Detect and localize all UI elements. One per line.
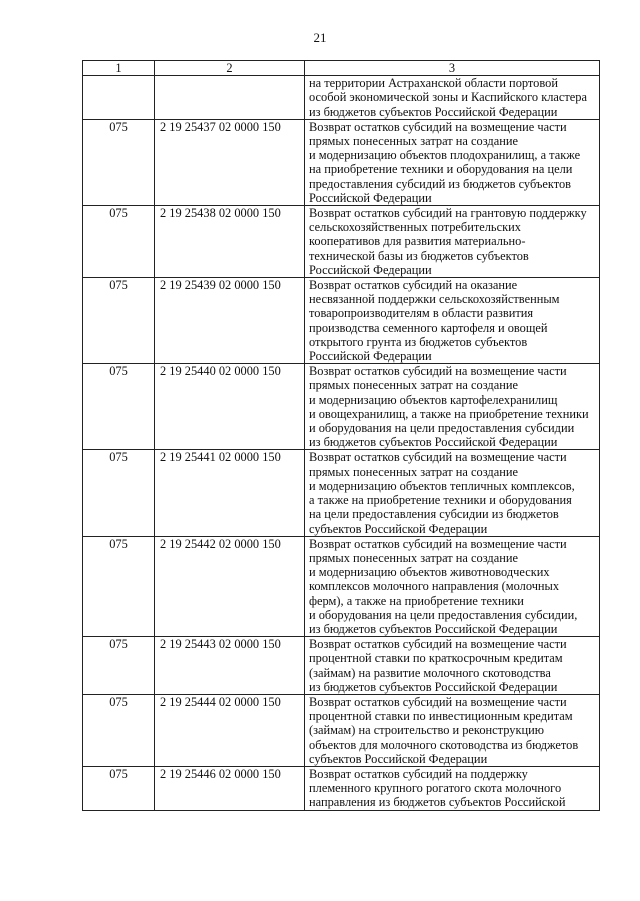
description-line: Возврат остатков субсидий на возмещение части xyxy=(309,637,567,652)
admin-code-cell: 075 xyxy=(83,206,155,278)
table-row xyxy=(83,206,600,278)
budget-code-cell: 2 19 25439 02 0000 150 xyxy=(155,278,305,364)
budget-code-cell: 2 19 25438 02 0000 150 xyxy=(155,206,305,278)
admin-code-cell: 075 xyxy=(83,536,155,636)
description-line: ферм), а также на приобретение техники xyxy=(309,593,524,608)
budget-code-cell: 2 19 25437 02 0000 150 xyxy=(155,119,305,205)
header-col-2: 2 xyxy=(155,61,305,76)
description-line: особой экономической зоны и Каспийского кластера xyxy=(309,90,588,105)
description-cell xyxy=(305,766,600,810)
budget-code-cell: 2 19 25440 02 0000 150 xyxy=(155,364,305,450)
description-cell xyxy=(305,76,600,120)
admin-code-cell xyxy=(83,76,155,120)
description-line: а также на приобретение техники и оборудования xyxy=(309,493,572,508)
description-line: кооперативов для развития материально- xyxy=(309,234,526,249)
header-row xyxy=(83,61,600,76)
description-cell xyxy=(305,694,600,766)
description-line: из бюджетов субъектов Российской Федерации xyxy=(309,435,558,450)
description-line: и модернизацию объектов тепличных комплексов, xyxy=(309,478,575,493)
description-line: прямых понесенных затрат на создание xyxy=(309,464,518,479)
budget-code-cell: 2 19 25441 02 0000 150 xyxy=(155,450,305,536)
admin-code-cell: 075 xyxy=(83,450,155,536)
description-line: на цели предоставления субсидии из бюджетов xyxy=(309,507,559,522)
budget-code-cell: 2 19 25443 02 0000 150 xyxy=(155,637,305,695)
admin-code-cell: 075 xyxy=(83,278,155,364)
description-line: из бюджетов субъектов Российской Федерации xyxy=(309,621,558,636)
admin-code-cell: 075 xyxy=(83,766,155,810)
description-line: и модернизацию объектов картофелехранилищ xyxy=(309,392,558,407)
description-line: технической базы из бюджетов субъектов xyxy=(309,248,529,263)
table-row xyxy=(83,694,600,766)
description-line: на приобретение техники и оборудования на цели xyxy=(309,162,573,177)
description-line: процентной ставки по краткосрочным кредитам xyxy=(309,651,563,666)
description-line: Возврат остатков субсидий на возмещение части xyxy=(309,119,567,134)
description-line: открытого грунта из бюджетов субъектов xyxy=(309,334,528,349)
budget-code-cell: 2 19 25444 02 0000 150 xyxy=(155,694,305,766)
description-cell xyxy=(305,278,600,364)
table-row xyxy=(83,364,600,450)
description-line: Возврат остатков субсидий на грантовую поддержку xyxy=(309,206,587,221)
description-line: сельскохозяйственных потребительских xyxy=(309,220,521,235)
table-body xyxy=(83,76,600,810)
budget-classification-table xyxy=(82,60,600,811)
admin-code-cell: 075 xyxy=(83,119,155,205)
description-line: Возврат остатков субсидий на возмещение части xyxy=(309,536,567,551)
description-line: Российской Федерации xyxy=(309,262,432,277)
admin-code-cell: 075 xyxy=(83,637,155,695)
description-line: Российской Федерации xyxy=(309,349,432,364)
table-row xyxy=(83,637,600,695)
description-line: племенного крупного рогатого скота молочного xyxy=(309,781,562,796)
description-cell xyxy=(305,206,600,278)
description-line: направления из бюджетов субъектов Российской xyxy=(309,795,566,810)
description-line: объектов для молочного скотоводства из бюджетов xyxy=(309,737,579,752)
description-cell xyxy=(305,364,600,450)
table-row xyxy=(83,766,600,810)
header-col-1: 1 xyxy=(83,61,155,76)
description-line: предоставления субсидий из бюджетов субъектов xyxy=(309,176,572,191)
description-line: Возврат остатков субсидий на возмещение части xyxy=(309,694,567,709)
description-line: несвязанной поддержки сельскохозяйственным xyxy=(309,292,560,307)
table-row xyxy=(83,278,600,364)
description-line: товаропроизводителям в области развития xyxy=(309,306,534,321)
description-line: из бюджетов субъектов Российской Федерации xyxy=(309,679,558,694)
page-number: 21 xyxy=(313,30,327,45)
description-line: субъектов Российской Федерации xyxy=(309,521,488,536)
budget-code-cell: 2 19 25442 02 0000 150 xyxy=(155,536,305,636)
description-line: процентной ставки по инвестиционным кредитам xyxy=(309,709,573,724)
admin-code-cell: 075 xyxy=(83,694,155,766)
description-line: и овощехранилищ, а также на приобретение техники xyxy=(309,406,589,421)
table-row xyxy=(83,450,600,536)
budget-code-cell xyxy=(155,76,305,120)
description-line: (займам) на строительство и реконструкцию xyxy=(309,723,544,738)
description-line: Возврат остатков субсидий на поддержку xyxy=(309,766,528,781)
description-cell xyxy=(305,119,600,205)
description-line: Возврат остатков субсидий на возмещение части xyxy=(309,450,567,465)
description-line: Возврат остатков субсидий на возмещение части xyxy=(309,364,567,379)
table-row xyxy=(83,76,600,120)
table-row xyxy=(83,119,600,205)
admin-code-cell: 075 xyxy=(83,364,155,450)
description-line: и оборудования на цели предоставления субсидии, xyxy=(309,607,578,622)
description-line: на территории Астраханской области портовой xyxy=(309,76,558,91)
description-line: Возврат остатков субсидий на оказание xyxy=(309,278,518,293)
table-row xyxy=(83,536,600,636)
table-header xyxy=(83,61,600,76)
description-line: Российской Федерации xyxy=(309,190,432,205)
description-cell xyxy=(305,450,600,536)
description-line: прямых понесенных затрат на создание xyxy=(309,378,518,393)
description-line: и модернизацию объектов животноводческих xyxy=(309,565,550,580)
description-line: и оборудования на цели предоставления субсидии xyxy=(309,421,575,436)
description-line: (займам) на развитие молочного скотоводства xyxy=(309,665,551,680)
budget-code-cell: 2 19 25446 02 0000 150 xyxy=(155,766,305,810)
description-line: и модернизацию объектов плодохранилищ, а также xyxy=(309,148,581,163)
description-cell xyxy=(305,637,600,695)
description-cell xyxy=(305,536,600,636)
description-line: прямых понесенных затрат на создание xyxy=(309,550,518,565)
description-line: субъектов Российской Федерации xyxy=(309,751,488,766)
description-line: производства семенного картофеля и овощей xyxy=(309,320,548,335)
description-line: комплексов молочного направления (молочных xyxy=(309,579,560,594)
header-col-3: 3 xyxy=(305,61,600,76)
description-line: из бюджетов субъектов Российской Федерации xyxy=(309,104,558,119)
description-line: прямых понесенных затрат на создание xyxy=(309,134,518,149)
